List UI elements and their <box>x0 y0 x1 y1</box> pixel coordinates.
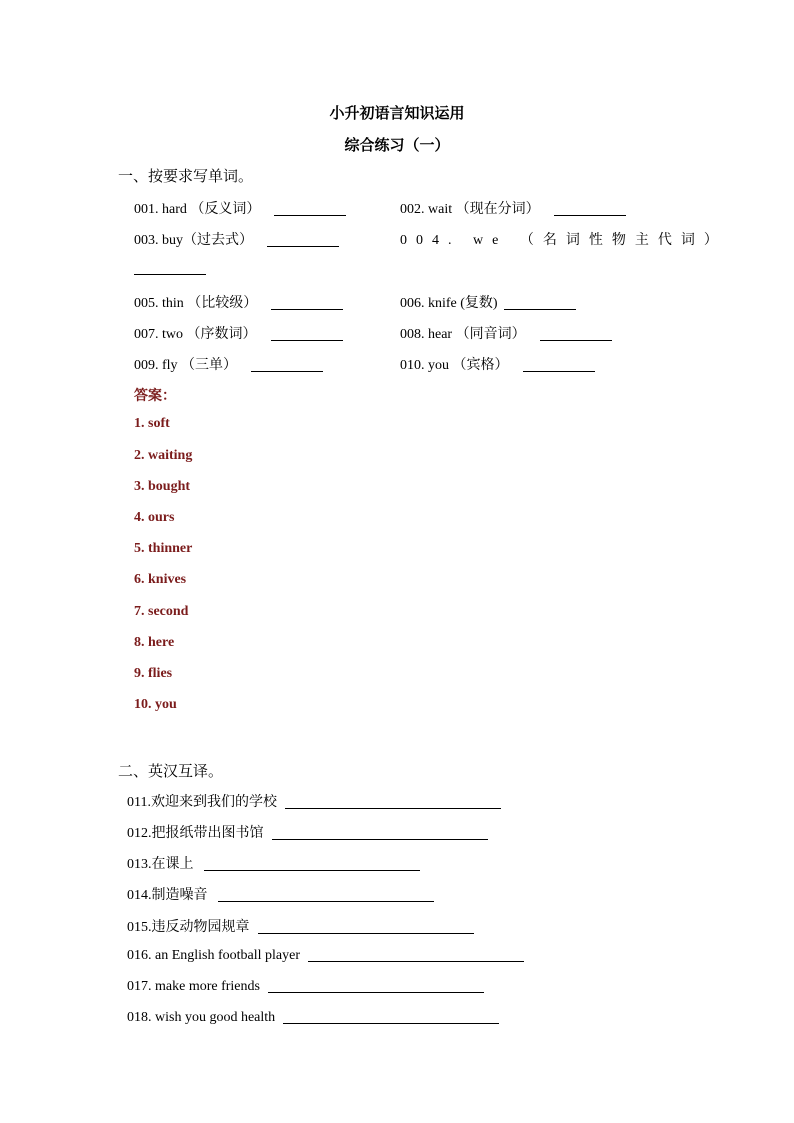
page-subtitle: 综合练习（一） <box>344 138 450 154</box>
answer-blank[interactable] <box>271 295 343 310</box>
answer-blank[interactable] <box>204 856 420 871</box>
answer-7: 7. second <box>134 604 189 619</box>
q018: 018. wish you good health <box>127 1009 499 1026</box>
answer-blank[interactable] <box>283 1009 499 1024</box>
section2-heading: 二、英汉互译。 <box>118 764 224 780</box>
section1-heading: 一、按要求写单词。 <box>118 169 254 185</box>
answer-blank[interactable] <box>271 326 343 341</box>
page-title: 小升初语言知识运用 <box>329 106 465 122</box>
answer-9: 9. flies <box>134 666 173 681</box>
answer-blank[interactable] <box>134 260 206 275</box>
q015: 015.违反动物园规章 <box>127 916 474 936</box>
q004: 004. we （名词性物主代词） <box>400 233 727 248</box>
answer-blank[interactable] <box>272 825 488 840</box>
answer-3: 3. bought <box>134 479 191 494</box>
answer-6: 6. knives <box>134 572 187 587</box>
answer-blank[interactable] <box>258 919 474 934</box>
answer-blank[interactable] <box>267 232 339 247</box>
q016: 016. an English football player <box>127 947 524 964</box>
q002: 002. wait （现在分词） <box>400 198 626 218</box>
q014: 014.制造噪音 <box>127 884 434 904</box>
answer-blank[interactable] <box>268 978 484 993</box>
q008: 008. hear （同音词） <box>400 323 612 343</box>
answer-blank[interactable] <box>251 357 323 372</box>
q012: 012.把报纸带出图书馆 <box>127 822 488 842</box>
q006: 006. knife (复数) <box>400 292 576 312</box>
answer-8: 8. here <box>134 635 175 650</box>
q013: 013.在课上 <box>127 853 420 873</box>
q001: 001. hard （反义词） <box>134 198 346 218</box>
q009: 009. fly （三单） <box>134 354 323 374</box>
q011: 011.欢迎来到我们的学校 <box>127 791 501 811</box>
q017: 017. make more friends <box>127 978 484 995</box>
answer-blank[interactable] <box>540 326 612 341</box>
answer-5: 5. thinner <box>134 541 193 556</box>
q007: 007. two （序数词） <box>134 323 343 343</box>
q003: 003. buy（过去式） <box>134 229 339 249</box>
answer-blank[interactable] <box>285 794 501 809</box>
answer-10: 10. you <box>134 697 177 712</box>
answer-blank[interactable] <box>274 201 346 216</box>
answer-blank[interactable] <box>504 295 576 310</box>
answer-blank[interactable] <box>554 201 626 216</box>
q004-blank <box>128 260 206 277</box>
answer-4: 4. ours <box>134 510 175 525</box>
answer-blank[interactable] <box>523 357 595 372</box>
q010: 010. you （宾格） <box>400 354 595 374</box>
answer-label: 答案： <box>134 389 176 404</box>
answer-blank[interactable] <box>218 887 434 902</box>
answer-2: 2. waiting <box>134 448 193 463</box>
answer-1: 1. soft <box>134 416 170 431</box>
q005: 005. thin （比较级） <box>134 292 343 312</box>
answer-blank[interactable] <box>308 947 524 962</box>
